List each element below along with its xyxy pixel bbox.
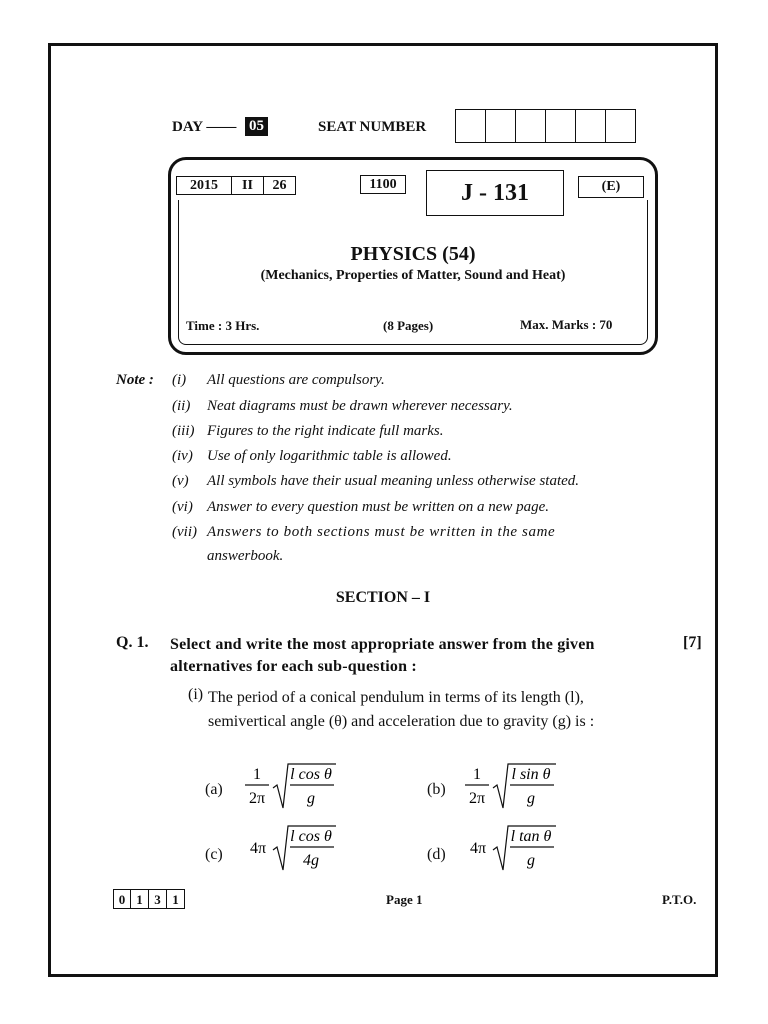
page-number: Page 1 [386, 892, 423, 907]
pto-label: P.T.O. [662, 892, 697, 907]
seat-box [606, 109, 636, 143]
time-label: Time : 3 Hrs. [186, 318, 260, 333]
note-number: (vii) [172, 524, 197, 540]
paper-title: PHYSICS (54) [350, 243, 476, 265]
paper-subtitle: (Mechanics, Properties of Matter, Sound and Heat) [260, 268, 566, 283]
number-26-box: 26 [264, 176, 296, 195]
footer-code-digit: 0 [113, 889, 131, 909]
option-a-coef-num: 1 [253, 766, 261, 783]
footer-code-digit: 1 [167, 889, 185, 909]
option-d-rad-den: g [527, 852, 535, 869]
option-b-coef-num: 1 [473, 766, 481, 783]
note-number: (ii) [172, 398, 191, 414]
language-box: (E) [578, 176, 644, 198]
seat-box [576, 109, 606, 143]
footer-code-boxes [113, 889, 185, 909]
note-text: Neat diagrams must be drawn wherever necessary. [207, 398, 513, 414]
option-a-formula [240, 760, 340, 812]
seat-box [516, 109, 546, 143]
option-c-rad-den: 4g [303, 852, 319, 869]
sub-question-text: The period of a conical pendulum in terms of its length (l), semivertical angle (θ) and acceleration due to gravity (g) is : [208, 689, 595, 730]
option-b-rad-num: l sin θ [511, 766, 551, 783]
year-box: 2015 [176, 176, 232, 195]
option-c-rad-num: l cos θ [290, 828, 332, 845]
option-d-rad-num: l tan θ [510, 828, 552, 845]
question-number: Q. 1. [116, 634, 149, 651]
note-number: (iii) [172, 423, 195, 439]
option-c-coef: 4π [249, 840, 267, 857]
option-b-coef-den: 2π [468, 790, 486, 807]
day-label: DAY —— [172, 119, 237, 135]
note-label: Note : [116, 372, 154, 388]
seat-box [455, 109, 486, 143]
option-b-formula [460, 760, 560, 812]
seat-number-label: SEAT NUMBER [318, 119, 427, 135]
seat-box [546, 109, 576, 143]
note-text: All symbols have their usual meaning unless otherwise stated. [207, 473, 580, 489]
seat-number-boxes [455, 109, 636, 143]
question-marks: [7] [683, 634, 702, 651]
note-text: Answers to both sections must be written in the same [207, 524, 556, 540]
note-number: (i) [172, 372, 187, 388]
option-d-formula [460, 822, 560, 874]
note-text: answerbook. [207, 548, 284, 564]
note-text: All questions are compulsory. [207, 372, 385, 388]
max-marks-label: Max. Marks : 70 [520, 317, 613, 332]
roman-box: II [232, 176, 264, 195]
note-number: (vi) [172, 499, 193, 515]
question-text: Select and write the most appropriate answer from the given alternatives for each sub-question : [170, 636, 595, 675]
note-text: Answer to every question must be written on a new page. [207, 499, 550, 515]
note-text: Use of only logarithmic table is allowed. [207, 448, 452, 464]
paper-code: J - 131 [426, 170, 564, 216]
option-a-label: (a) [205, 781, 223, 798]
day-value: 05 [245, 117, 268, 136]
sub-question-number: (i) [188, 686, 204, 703]
option-a-rad-num: l cos θ [290, 766, 332, 783]
footer-code-digit: 3 [149, 889, 167, 909]
option-a-coef-den: 2π [248, 790, 266, 807]
option-c-label: (c) [205, 846, 223, 863]
option-b-label: (b) [427, 781, 446, 798]
note-number: (iv) [172, 448, 193, 464]
option-b-rad-den: g [527, 790, 535, 807]
number-1100-box: 1100 [360, 175, 406, 194]
section-heading: SECTION – I [335, 589, 431, 606]
footer-code-digit: 1 [131, 889, 149, 909]
seat-box [486, 109, 516, 143]
note-number: (v) [172, 473, 189, 489]
option-c-formula [240, 822, 340, 874]
pages-label: (8 Pages) [383, 318, 434, 333]
option-d-coef: 4π [469, 840, 487, 857]
option-a-rad-den: g [307, 790, 315, 807]
note-text: Figures to the right indicate full marks. [207, 423, 444, 439]
option-d-label: (d) [427, 846, 446, 863]
